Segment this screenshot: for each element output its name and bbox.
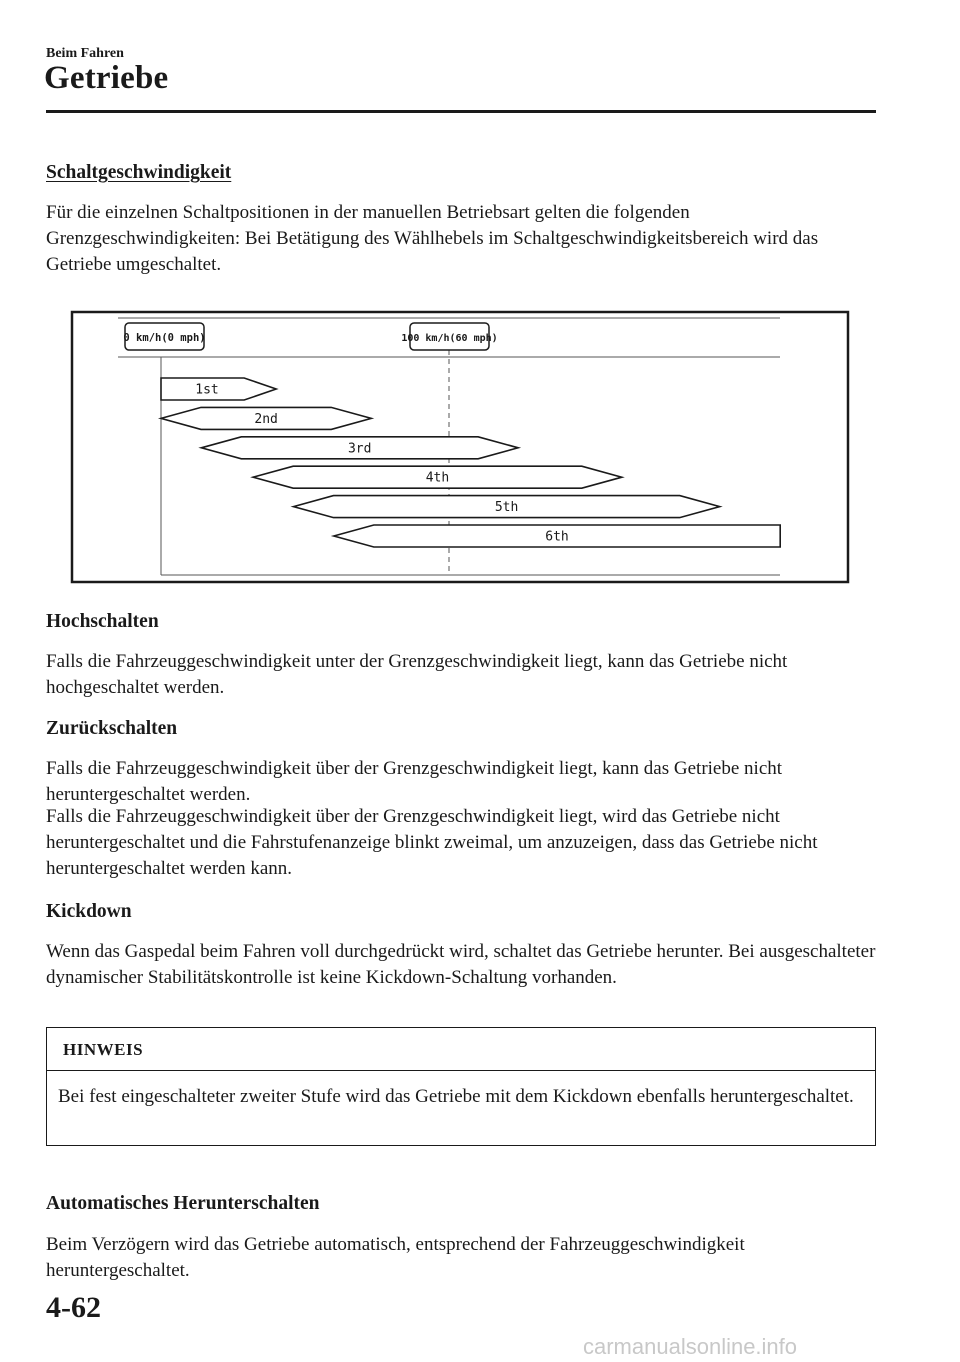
shift-speed-intro: Für die einzelnen Schaltpositionen in der manuellen Betriebsart gelten die folgenden Grenzgeschwindigkeiten: Bei Betätigung des Wählhebels im Schaltgeschwindigkeitsbereich wird das Getriebe umgeschaltet. bbox=[46, 202, 819, 275]
shift-speed-heading: Schaltgeschwindigkeit bbox=[46, 162, 232, 183]
upshift-heading: Hochschalten bbox=[46, 611, 159, 632]
speed-label-mid: 100 km/h(60 mph) bbox=[401, 333, 498, 344]
auto-downshift-text: Beim Verzögern wird das Getriebe automatisch, entsprechend der Fahrzeuggeschwindigkeit heruntergeschaltet. bbox=[46, 1234, 745, 1281]
note-divider bbox=[47, 1070, 875, 1071]
note-text: Bei fest eingeschalteter zweiter Stufe wird das Getriebe mit dem Kickdown ebenfalls heruntergeschaltet. bbox=[58, 1086, 854, 1107]
downshift-text-1: Falls die Fahrzeuggeschwindigkeit über der Grenzgeschwindigkeit liegt, kann das Getriebe nicht heruntergeschaltet werden. bbox=[46, 758, 783, 805]
downshift-heading: Zurückschalten bbox=[46, 718, 178, 739]
chapter-title: Getriebe bbox=[44, 60, 169, 96]
gear-label-5th: 5th bbox=[494, 500, 519, 516]
gear-label-4th: 4th bbox=[425, 470, 450, 486]
kickdown-heading: Kickdown bbox=[46, 901, 132, 922]
page-number: 4-62 bbox=[46, 1291, 101, 1324]
note-heading: HINWEIS bbox=[63, 1040, 144, 1059]
gear-label-2nd: 2nd bbox=[254, 411, 278, 427]
kickdown-text: Wenn das Gaspedal beim Fahren voll durchgedrückt wird, schaltet das Getriebe herunter. Bei ausgeschalteter dynamischer Stabilitätskontrolle ist keine Kickdown-Schaltung vorhanden. bbox=[46, 941, 876, 988]
gear-label-1st: 1st bbox=[195, 382, 219, 398]
upshift-text: Falls die Fahrzeuggeschwindigkeit unter der Grenzgeschwindigkeit liegt, kann das Getriebe nicht hochgeschaltet werden. bbox=[46, 651, 788, 698]
auto-downshift-heading: Automatisches Herunterschalten bbox=[46, 1193, 320, 1214]
speed-label-start: 0 km/h(0 mph) bbox=[123, 332, 206, 344]
title-divider bbox=[46, 110, 876, 113]
gear-label-3rd: 3rd bbox=[347, 441, 372, 457]
note-box bbox=[46, 1027, 876, 1146]
section-label: Beim Fahren bbox=[46, 46, 124, 61]
downshift-text-2: Falls die Fahrzeuggeschwindigkeit über der Grenzgeschwindigkeit liegt, wird das Getriebe nicht heruntergeschaltet und die Fahrstufenanzeige blinkt zweimal, um anzuzeigen, dass das Getriebe nicht heruntergeschaltet werden kann. bbox=[46, 806, 818, 879]
watermark: carmanualsonline.info bbox=[583, 1334, 798, 1359]
shift-speed-diagram bbox=[70, 310, 850, 584]
gear-label-6th: 6th bbox=[545, 529, 569, 545]
